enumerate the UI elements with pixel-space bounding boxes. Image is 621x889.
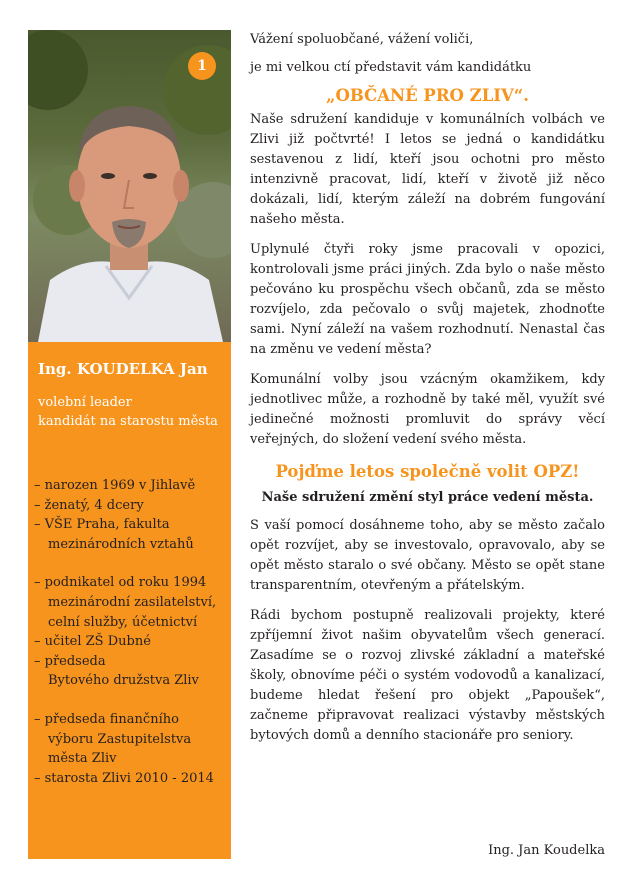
bio-line: – VŠE Praha, fakulta <box>34 517 170 533</box>
candidate-bio <box>34 476 230 788</box>
candidate-role <box>38 393 228 431</box>
paragraph: Rádi bychom postupně realizovali projekty, které zpříjemní život našim obyvatelům všech generací. Zasadíme se o rozvoj zlivské základní a mateřské školy, obnovíme péči o systém vodovodů a kanalizací, budeme hledat řešení pro objekt „Papoušek“, začneme připravovat realizaci výstavby městských bytových domů a denního stacionáře pro seniory. <box>250 608 605 743</box>
role-line: volební leader <box>38 395 132 410</box>
bio-line: mezinárodních vztahů <box>48 536 194 552</box>
bio-line: mezinárodní zasilatelství, <box>48 594 217 610</box>
bio-line: – předseda <box>34 653 106 669</box>
bio-line: výboru Zastupitelstva <box>48 731 192 747</box>
paragraph: S vaší pomocí dosáhneme toho, aby se město začalo opět rozvíjet, aby se investovalo, opravovalo, aby se opět město staralo o své občany. Město se opět stane transparentním, otevřeným a přátelským. <box>250 518 605 593</box>
candidate-name: Ing. KOUDELKA Jan <box>38 360 208 378</box>
candidate-number-badge: 1 <box>188 52 216 80</box>
bio-line: celní služby, účetnictví <box>48 614 198 630</box>
subheading: Naše sdružení změní styl práce vedení města. <box>261 490 594 505</box>
bio-line: – starosta Zlivi 2010 - 2014 <box>34 770 214 786</box>
bio-line: – učitel ZŠ Dubné <box>34 634 151 650</box>
bio-line: – narozen 1969 v Jihlavě <box>34 478 196 493</box>
bio-line: města Zliv <box>48 751 117 767</box>
paragraph: Naše sdružení kandiduje v komunálních volbách ve Zlivi již počtvrté! I letos se jedná o kandidátku sestavenou z lidí, kteří jsou ochotni pro město intenzivně pracovat, lidí, kteří v životě již něco dokázali, lidí, kterým záleží na dobrém fungování našeho města. <box>250 112 605 227</box>
bio-line: – podnikatel od roku 1994 <box>34 575 207 591</box>
signature: Ing. Jan Koudelka <box>488 843 605 858</box>
candidate-sidebar <box>28 30 231 859</box>
bio-line: – předseda finančního <box>34 711 179 727</box>
slogan: Pojďme letos společně volit OPZ! <box>275 462 580 481</box>
bio-line: – ženatý, 4 dcery <box>34 497 144 513</box>
greeting: Vážení spoluobčané, vážení voliči, <box>250 32 474 47</box>
candidate-photo <box>28 30 231 342</box>
party-headline: „OBČANÉ PRO ZLIV“. <box>325 86 530 105</box>
role-line: kandidát na starostu města <box>38 414 218 429</box>
paragraph: Uplynulé čtyři roky jsme pracovali v opozici, kontrolovali jsme práci jiných. Zda bylo o naše město pečováno ku prospěchu všech občanů, zda se město rozvíjelo, zda pečovalo o svůj majetek, zhodnoťte sami. Nyní záleží na vašem rozhodnutí. Nenastal čas na změnu ve vedení města? <box>250 242 605 357</box>
paragraph: Komunální volby jsou vzácným okamžikem, kdy jednotlivec může, a rozhodně by také měl, využít své jedinečné možnosti promluvit do správy věcí veřejných, do složení vedení svého města. <box>250 372 605 447</box>
letter-body <box>250 30 605 746</box>
intro-line: je mi velkou ctí představit vám kandidátku <box>250 60 532 75</box>
bio-line: Bytového družstva Zliv <box>48 673 199 689</box>
